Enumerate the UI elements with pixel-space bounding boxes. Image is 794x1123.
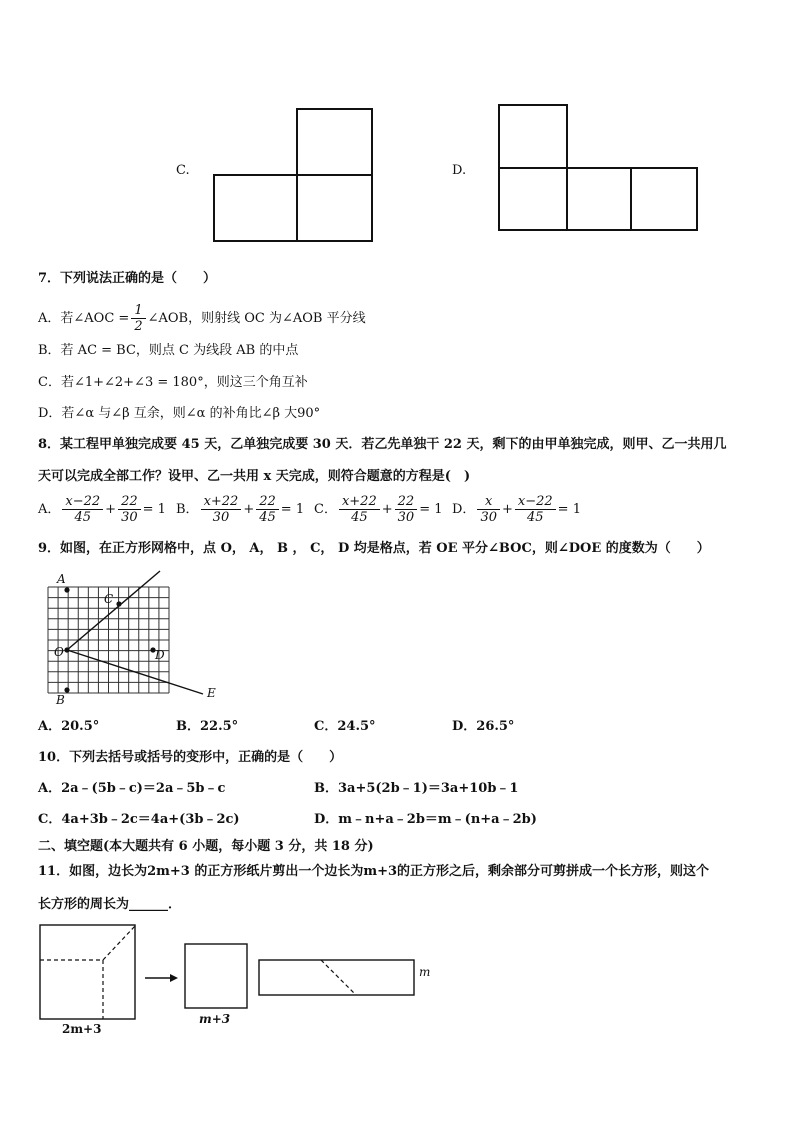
q9-label-o: O	[54, 645, 64, 659]
q9-option-d: D．26.5°	[452, 719, 515, 734]
section-title: 二、填空题(本大题共有 6 小题，每小题 3 分，共 18 分)	[38, 839, 374, 854]
q9-label-a: A	[57, 572, 66, 586]
q7-option-c: C．若∠1+∠2+∠3 = 180°，则这三个角互补	[38, 375, 308, 390]
q8-option-a: A． $\frac{x-22}{45}$ + $\frac{22}{30}$ = 1	[38, 494, 166, 525]
q7-a-fraction: $\frac{1}{2}$	[131, 303, 145, 334]
q7-a-prefix: A．若∠AOC =	[38, 311, 130, 326]
q8-option-c: C． $\frac{x+22}{45}$ + $\frac{22}{30}$ = 1	[314, 494, 443, 525]
q9-label-d: D	[155, 648, 165, 662]
q11-label-small-side: m+3	[199, 1012, 231, 1026]
q7-stem: 7．下列说法正确的是（ ）	[38, 271, 217, 286]
q9-label-b: B	[56, 693, 65, 707]
q10-option-d: D．m﹣n+a﹣2b＝m﹣(n+a﹣2b)	[314, 812, 537, 827]
q9-label-e: E	[207, 686, 216, 700]
q9-label-c: C	[104, 592, 114, 606]
q10-option-a: A．2a﹣(5b﹣c)＝2a﹣5b﹣c	[38, 781, 226, 796]
q9-option-a: A．20.5°	[38, 719, 100, 734]
q9-option-b: B．22.5°	[176, 719, 239, 734]
option-d-label: D.	[452, 163, 467, 178]
q10-stem: 10．下列去括号或括号的变形中，正确的是（ ）	[38, 750, 343, 765]
q10-option-c: C．4a+3b﹣2c＝4a+(3b﹣2c)	[38, 812, 240, 827]
q11-stem-line1: 11．如图，边长为2m+3 的正方形纸片剪出一个边长为m+3的正方形之后，剩余部分可剪拼成一个长方形，则这个	[38, 864, 710, 879]
q11-stem-line2: 长方形的周长为______．	[38, 897, 182, 912]
option-c-label: C.	[176, 163, 190, 178]
q11-label-big-side: 2m+3	[62, 1022, 102, 1036]
q9-stem: 9．如图，在正方形网格中，点 O， A， B ， C， D 均是格点，若 OE 平分∠BOC，则∠DOE 的度数为（ ）	[38, 541, 710, 556]
q11-label-m: m	[419, 965, 431, 979]
q7-option-b: B．若 AC = BC，则点 C 为线段 AB 的中点	[38, 343, 299, 358]
q10-option-b: B．3a+5(2b﹣1)＝3a+10b﹣1	[314, 781, 519, 796]
q7-option-d: D．若∠α 与∠β 互余，则∠α 的补角比∠β 大90°	[38, 406, 321, 421]
q8-option-b: B． $\frac{x+22}{30}$ + $\frac{22}{45}$ = 1	[176, 494, 305, 525]
q9-option-c: C．24.5°	[314, 719, 376, 734]
q8-stem-line2: 天可以完成全部工作？设甲、乙一共用 x 天完成，则符合题意的方程是( )	[38, 469, 471, 484]
q8-option-d: D． $\frac{x}{30}$ + $\frac{x-22}{45}$ = 1	[452, 494, 581, 525]
q7-a-suffix: ∠AOB，则射线 OC 为∠AOB 平分线	[147, 311, 366, 326]
q8-stem-line1: 8．某工程甲单独完成要 45 天，乙单独完成要 30 天．若乙先单独干 22 天，剩下的由甲单独完成，则甲、乙一共用几	[38, 437, 727, 452]
